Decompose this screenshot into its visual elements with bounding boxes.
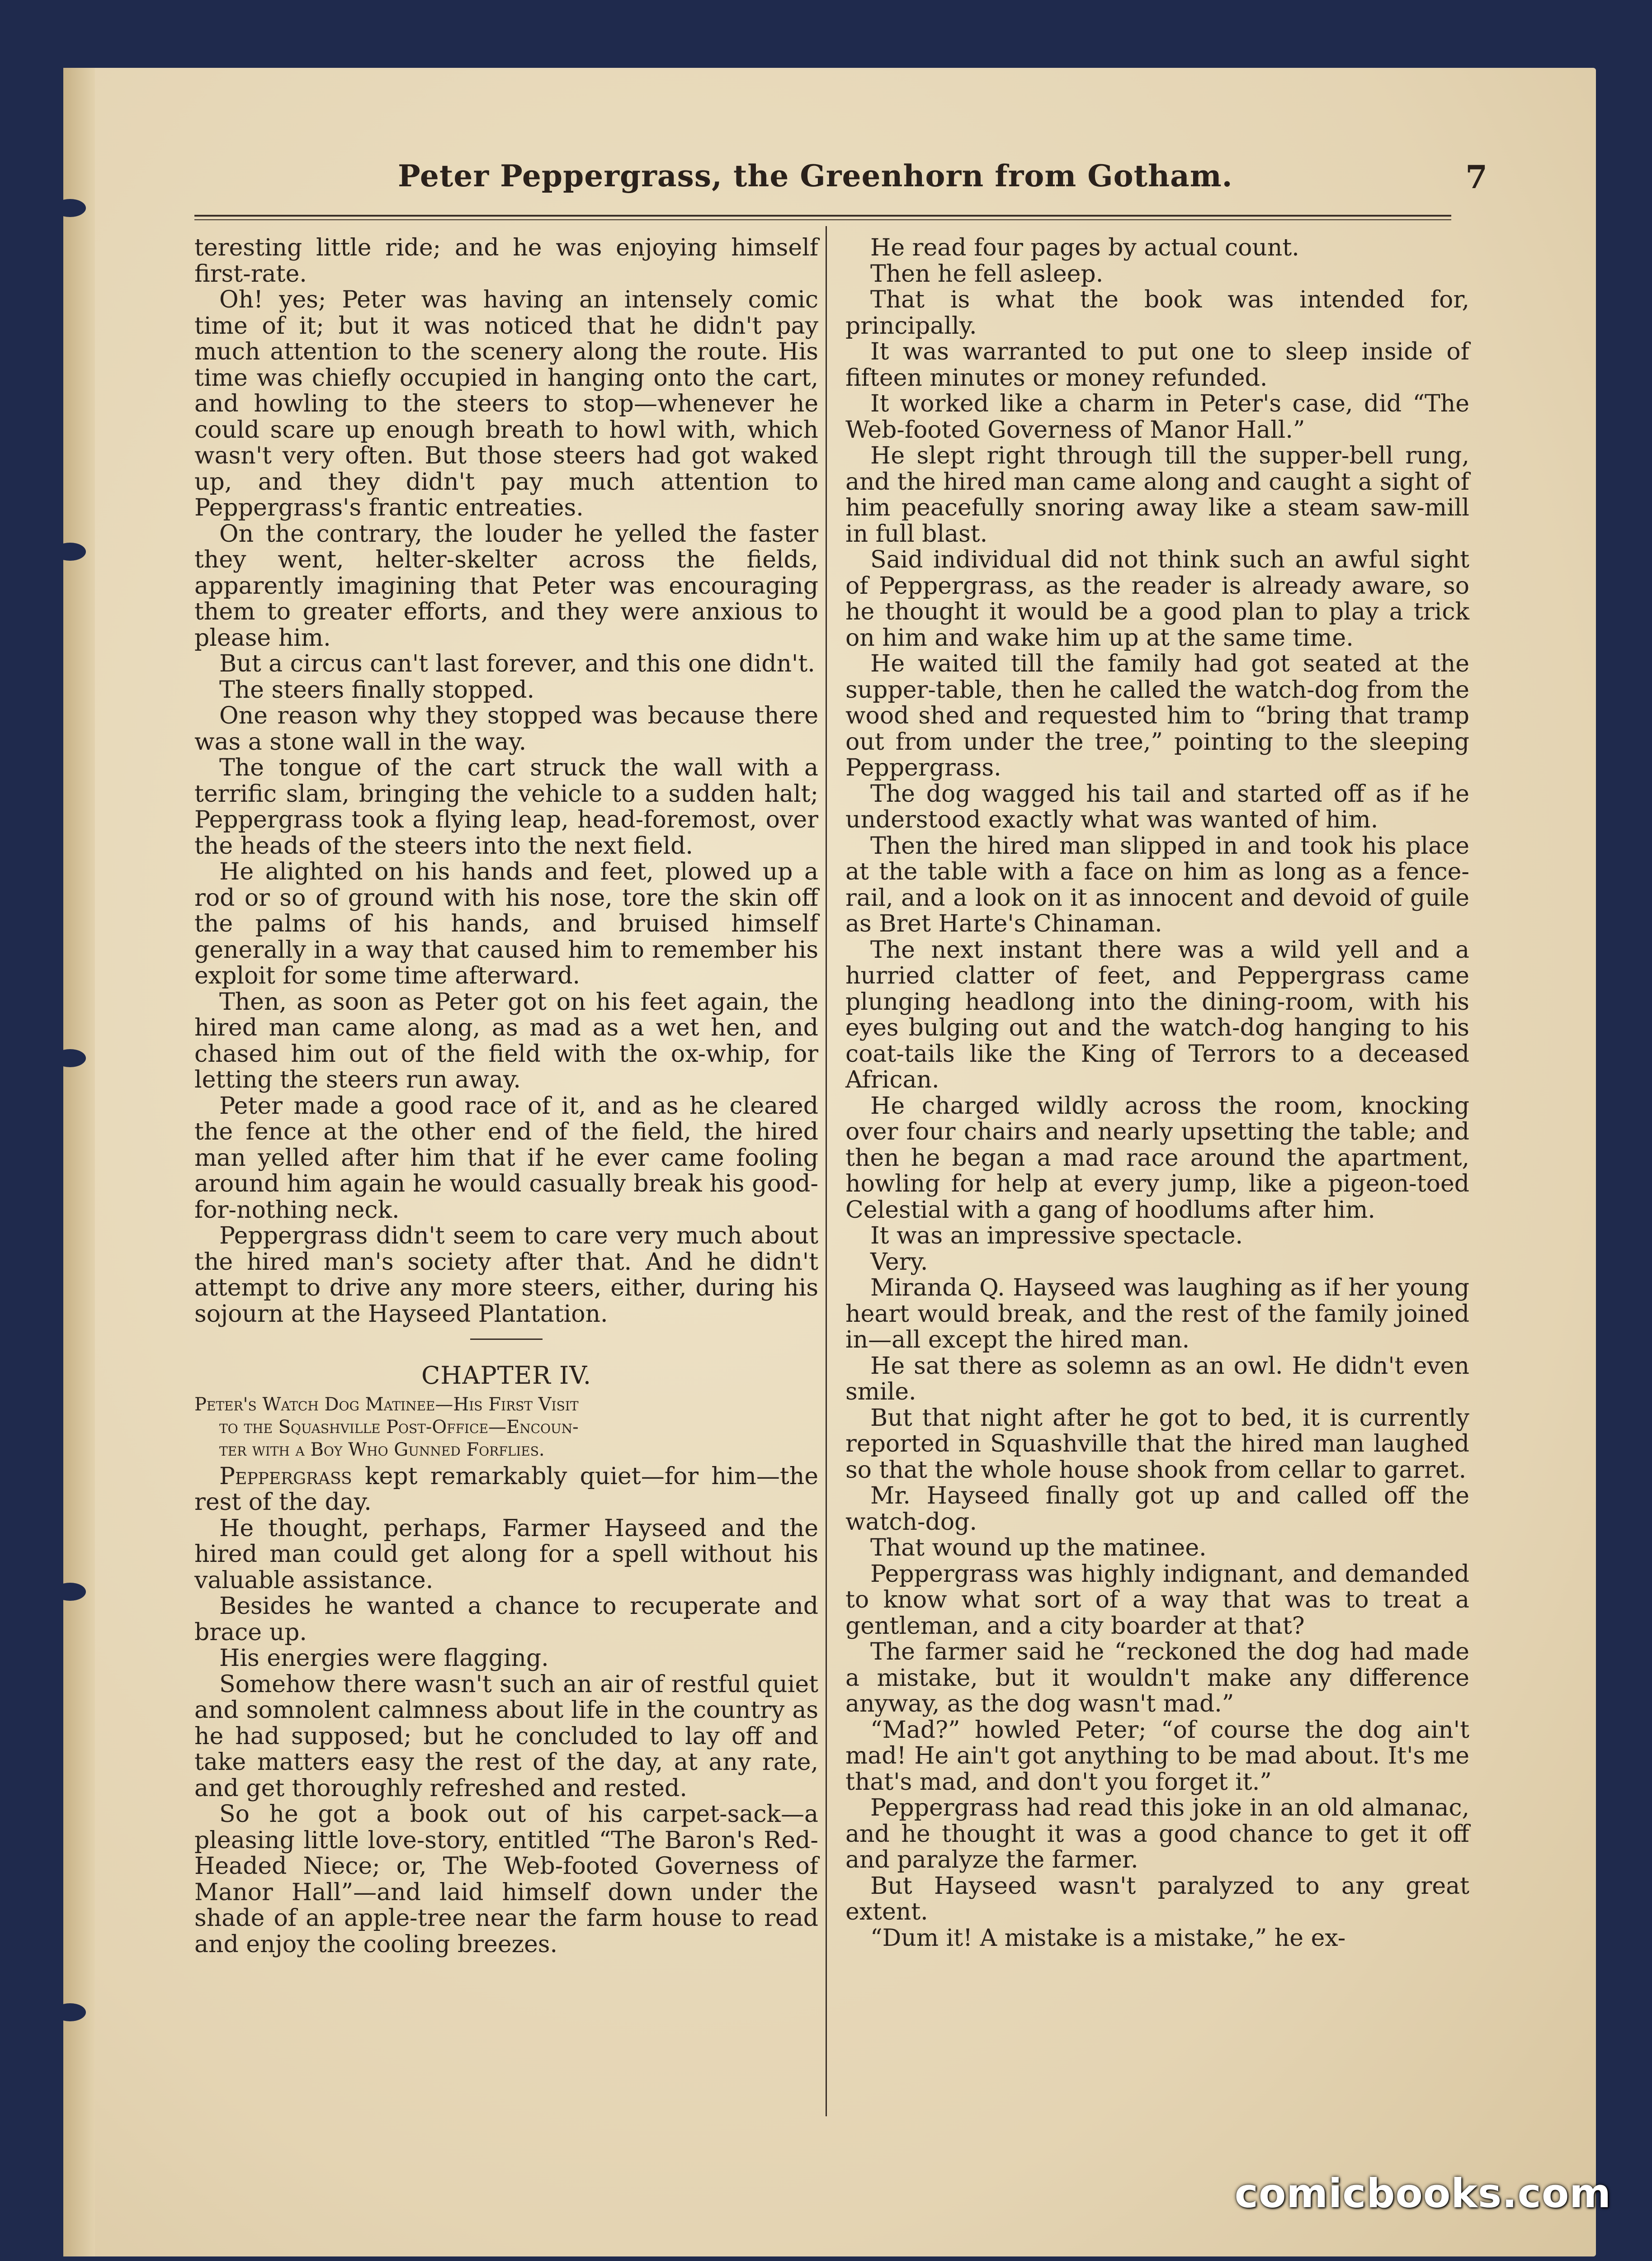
paragraph: It was warranted to put one to sleep inside of fifteen minutes or money refunded.: [845, 338, 1469, 392]
paragraph: Peppergrass had read this joke in an old almanac, and he thought it was a good chance to get it off and paralyze the farmer.: [845, 1794, 1469, 1873]
paragraph: He waited till the family had got seated at the supper-table, then he called the watch-dog from the wood shed and requested him to “bring that tramp out from under the tree,” pointing to the sleeping Peppergrass.: [845, 650, 1469, 781]
paragraph: teresting little ride; and he was enjoying himself first-rate.: [194, 234, 818, 288]
paragraph: Somehow there wasn't such an air of restful quiet and somnolent calmness about life in the country as he had supposed; but he concluded to lay off and take matters easy the rest of the day, at any rate, and get thoroughly refreshed and rested.: [194, 1670, 818, 1802]
binding-hole: [54, 1583, 86, 1601]
page-header: [194, 158, 1487, 208]
paragraph: Then he fell asleep.: [870, 260, 1104, 288]
paragraph: But a circus can't last forever, and this one didn't.: [219, 650, 815, 677]
paragraph: Peter made a good race of it, and as he cleared the fence at the other end of the field, the hired man yelled after him that if he ever came fooling around him again he would casually break his good-for-nothing neck.: [194, 1092, 818, 1224]
header-rule: [194, 215, 1451, 220]
paragraph: His energies were flagging.: [219, 1645, 549, 1672]
paragraph: But Hayseed wasn't paralyzed to any great extent.: [845, 1872, 1469, 1925]
page-number: 7: [1465, 158, 1487, 196]
section-rule: [470, 1339, 543, 1340]
paragraph: The dog wagged his tail and started off as if he understood exactly what was wanted of him.: [845, 780, 1469, 833]
paragraph: But that night after he got to bed, it is currently reported in Squashville that the hired man laughed so that the whole house shook from cellar to garret.: [845, 1404, 1469, 1484]
page-binding-edge: [63, 68, 95, 2256]
paragraph: Then, as soon as Peter got on his feet again, the hired man came along, as mad as a wet hen, and chased him out of the field with the ox-whip, for letting the steers run away.: [194, 988, 818, 1093]
paragraph: “Dum it! A mistake is a mistake,” he ex-: [870, 1924, 1346, 1952]
site-watermark: comicbooks.com: [1234, 2170, 1611, 2217]
column-divider: [826, 226, 827, 2116]
paragraph: Then the hired man slipped in and took his place at the table with a face on him as long as a fence-rail, and a look on it as innocent and devoid of guile as Bret Harte's Chinaman.: [845, 832, 1469, 937]
paragraph: So he got a book out of his carpet-sack—a pleasing little love-story, entitled “The Baron's Red-Headed Niece; or, The Web-footed Governess of Manor Hall”—and laid himself down under the shade of an apple-tree near the farm house to read and enjoy the cooling breezes.: [194, 1801, 818, 1958]
paragraph: Peppergrass was highly indignant, and demanded to know what sort of a way that was to treat a gentleman, and a city boarder at that?: [845, 1560, 1469, 1640]
binding-hole: [54, 199, 86, 217]
paragraph: Mr. Hayseed finally got up and called off the watch-dog.: [845, 1482, 1469, 1536]
paragraph: Miranda Q. Hayseed was laughing as if her young heart would break, and the rest of the family joined in—all except the hired man.: [845, 1274, 1469, 1353]
paragraph: He sat there as solemn as an owl. He didn't even smile.: [845, 1352, 1469, 1405]
paragraph: “Mad?” howled Peter; “of course the dog ain't mad! He ain't got anything to be mad about. It's me that's mad, and don't you forget it.”: [845, 1716, 1469, 1796]
paragraph: He charged wildly across the room, knocking over four chairs and nearly upsetting the table; and then he began a mad race around the apartment, howling for help at every jump, like a pigeon-toed Celestial with a gang of hoodlums after him.: [845, 1092, 1469, 1224]
chapter-title: CHAPTER IV.: [421, 1361, 592, 1390]
paragraph: Very.: [870, 1248, 928, 1276]
paragraph: That is what the book was intended for, principally.: [845, 286, 1469, 340]
paragraph: He read four pages by actual count.: [870, 234, 1299, 261]
chapter-summary: [194, 1393, 818, 1461]
paragraph: One reason why they stopped was because there was a stone wall in the way.: [194, 702, 818, 756]
paragraph: Said individual did not think such an awful sight of Peppergrass, as the reader is already aware, so he thought it would be a good plan to play a trick on him and wake him up at the same time.: [845, 546, 1469, 652]
paragraph: On the contrary, the louder he yelled the faster they went, helter-skelter across the fields, apparently imagining that Peter was encouraging them to greater efforts, and they were anxious to please him.: [194, 520, 818, 652]
right-column: [845, 235, 1469, 1951]
paragraph: The farmer said he “reckoned the dog had made a mistake, but it wouldn't make any difference anyway, as the dog wasn't mad.”: [845, 1638, 1469, 1717]
paragraph: Peppergrass didn't seem to care very much about the hired man's society after that. And he didn't attempt to drive any more steers, either, during his sojourn at the Hayseed Plantation.: [194, 1222, 818, 1328]
paragraph: The steers finally stopped.: [219, 676, 535, 704]
binding-hole: [54, 1049, 86, 1067]
chapter-first-text: kept remarkably quiet—for him—the rest of the day.: [194, 1462, 818, 1516]
running-title: Peter Peppergrass, the Greenhorn from Gotham.: [398, 158, 1233, 194]
paragraph: He slept right through till the supper-bell rung, and the hired man came along and caught a sight of him peacefully snoring away like a steam saw-mill in full blast.: [845, 442, 1469, 548]
chapter-lead-word: Peppergrass: [219, 1462, 352, 1490]
paragraph: That wound up the matinee.: [870, 1534, 1207, 1561]
paragraph: It worked like a charm in Peter's case, did “The Web-footed Governess of Manor Hall.”: [845, 390, 1469, 444]
paragraph: The tongue of the cart struck the wall with a terrific slam, bringing the vehicle to a sudden halt; Peppergrass took a flying leap, head-foremost, over the heads of the steers into the next field.: [194, 754, 818, 860]
chapter-first-paragraph: [194, 1464, 818, 1516]
binding-hole: [54, 543, 86, 561]
chapter-summary-line: Peter's Watch Dog Matinee—His First Visit: [194, 1394, 579, 1415]
paragraph: He thought, perhaps, Farmer Hayseed and the hired man could get along for a spell without his valuable assistance.: [194, 1514, 818, 1594]
chapter-summary-line: to the Squashville Post-Office—Encoun-: [219, 1416, 579, 1438]
paragraph: The next instant there was a wild yell and a hurried clatter of feet, and Peppergrass came plunging headlong into the dining-room, with his eyes bulging out and the watch-dog hanging to his coat-tails like the King of Terrors to a deceased African.: [845, 936, 1469, 1093]
paragraph: Oh! yes; Peter was having an intensely comic time of it; but it was noticed that he didn't pay much attention to the scenery along the route. His time was chiefly occupied in hanging onto the cart, and howling to the steers to stop—whenever he could scare up enough breath to howl with, which wasn't very often. But those steers had got waked up, and they didn't pay much attention to Peppergrass's frantic entreaties.: [194, 286, 818, 521]
left-column: [194, 235, 818, 1958]
paragraph: Besides he wanted a chance to recuperate and brace up.: [194, 1593, 818, 1646]
chapter-summary-line: ter with a Boy Who Gunned Forflies.: [219, 1439, 545, 1460]
binding-hole: [54, 2003, 86, 2021]
paragraph: It was an impressive spectacle.: [870, 1222, 1243, 1249]
paragraph: He alighted on his hands and feet, plowed up a rod or so of ground with his nose, tore the skin off the palms of his hands, and bruised himself generally in a way that caused him to remember his exploit for some time afterward.: [194, 858, 818, 989]
